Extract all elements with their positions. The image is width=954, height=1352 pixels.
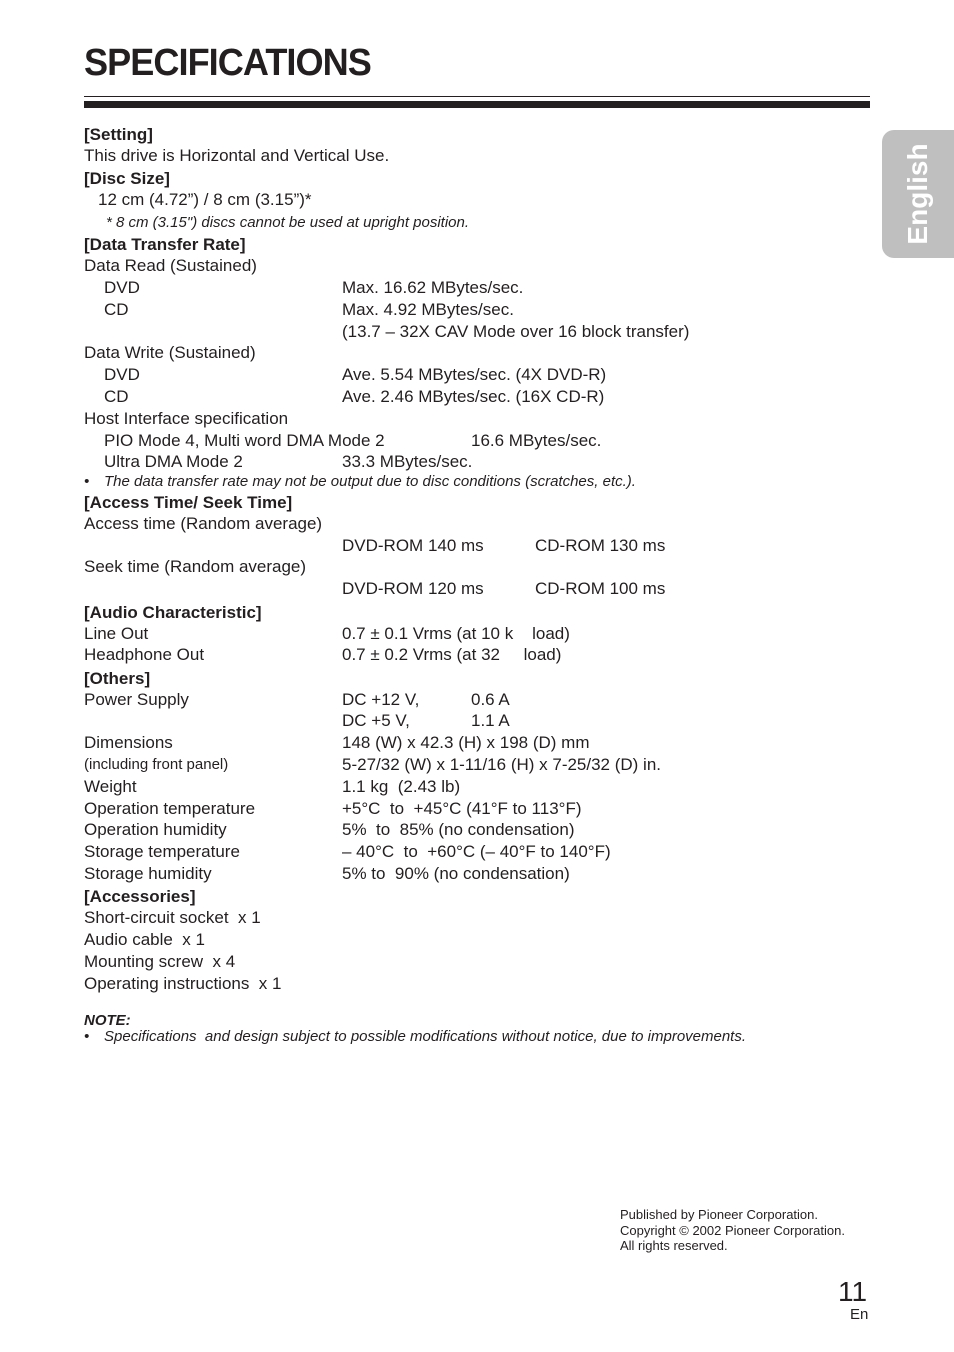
access-heading: [Access Time/ Seek Time] (84, 493, 293, 512)
pio-mode-label: PIO Mode 4, Multi word DMA Mode 2 (104, 431, 385, 450)
disc-size-footnote: * 8 cm (3.15") discs cannot be used at upright position. (106, 214, 470, 231)
power-supply-a2: 1.1 A (471, 711, 510, 730)
seek-time-cd: CD-ROM 100 ms (535, 579, 666, 598)
page-number: 11 (838, 1276, 868, 1307)
power-supply-label: Power Supply (84, 690, 189, 709)
seek-time-dvd: DVD-ROM 120 ms (342, 579, 484, 598)
seek-time-label: Seek time (Random average) (84, 557, 307, 576)
headphone-out-label: Headphone Out (84, 645, 205, 664)
dimensions-inch-value: 5-27/32 (W) x 1-11/16 (H) x 7-25/32 (D) in. (342, 755, 662, 774)
data-transfer-heading: [Data Transfer Rate] (84, 235, 246, 254)
operation-humidity-value: 5% to 85% (no condensation) (342, 820, 575, 839)
page-language: En (850, 1306, 869, 1323)
note-heading: NOTE: (84, 1012, 131, 1029)
storage-humidity-value: 5% to 90% (no condensation) (342, 864, 570, 883)
power-supply-v2: DC +5 V, (342, 711, 410, 730)
udma-mode-label: Ultra DMA Mode 2 (104, 452, 243, 471)
disc-size-heading: [Disc Size] (84, 169, 170, 188)
language-tab-label: English (902, 143, 933, 245)
language-tab (882, 130, 954, 258)
storage-temperature-label: Storage temperature (84, 842, 240, 861)
title-rule-thin (84, 96, 870, 97)
storage-temperature-value: – 40°C to +60°C (– 40°F to 140°F) (342, 842, 611, 861)
operation-humidity-label: Operation humidity (84, 820, 227, 839)
accessory-item: Audio cable x 1 (84, 930, 205, 949)
dimensions-sub-label: (including front panel) (84, 756, 229, 773)
accessory-item: Mounting screw x 4 (84, 952, 236, 971)
dimensions-value: 148 (W) x 42.3 (H) x 198 (D) mm (342, 733, 590, 752)
storage-humidity-label: Storage humidity (84, 864, 212, 883)
data-read-dvd-value: Max. 16.62 MBytes/sec. (342, 278, 524, 297)
weight-value: 1.1 kg (2.43 lb) (342, 777, 461, 796)
others-heading: [Others] (84, 669, 151, 688)
line-out-value: 0.7 ± 0.1 Vrms (at 10 k load) (342, 624, 570, 643)
data-write-dvd-value: Ave. 5.54 MBytes/sec. (4X DVD-R) (342, 365, 607, 384)
power-supply-v1: DC +12 V, (342, 690, 420, 709)
title-rule-thick (84, 101, 870, 108)
copyright-line: Copyright © 2002 Pioneer Corporation. (620, 1222, 845, 1238)
data-write-dvd-label: DVD (104, 365, 140, 384)
data-read-label: Data Read (Sustained) (84, 256, 257, 275)
dimensions-label: Dimensions (84, 733, 173, 752)
headphone-out-value: 0.7 ± 0.2 Vrms (at 32 load) (342, 645, 562, 664)
setting-heading: [Setting] (84, 125, 153, 144)
accessory-item: Short-circuit socket x 1 (84, 908, 261, 927)
publisher-block (620, 1207, 845, 1254)
setting-text: This drive is Horizontal and Vertical Use. (84, 146, 390, 165)
disc-size-value: 12 cm (4.72”) / 8 cm (3.15”)* (98, 190, 312, 209)
weight-label: Weight (84, 777, 137, 796)
data-read-dvd-label: DVD (104, 278, 140, 297)
data-transfer-note: The data transfer rate may not be output due to disc conditions (scratches, etc.). (104, 473, 636, 490)
operation-temperature-label: Operation temperature (84, 799, 256, 818)
data-write-cd-label: CD (104, 387, 129, 406)
pio-mode-value: 16.6 MBytes/sec. (471, 431, 602, 450)
publisher-line: Published by Pioneer Corporation. (620, 1207, 819, 1222)
line-out-label: Line Out (84, 624, 149, 643)
note-bullet: • (84, 1028, 90, 1045)
data-read-cd-label: CD (104, 300, 129, 319)
access-time-label: Access time (Random average) (84, 514, 323, 533)
data-read-cd-value: Max. 4.92 MBytes/sec. (342, 300, 514, 319)
host-interface-label: Host Interface specification (84, 409, 289, 428)
udma-mode-value: 33.3 MBytes/sec. (342, 452, 473, 471)
accessories-heading: [Accessories] (84, 887, 196, 906)
operation-temperature-value: +5°C to +45°C (41°F to 113°F) (342, 799, 582, 818)
access-time-dvd: DVD-ROM 140 ms (342, 536, 484, 555)
data-transfer-bullet: • (84, 473, 90, 490)
data-write-cd-value: Ave. 2.46 MBytes/sec. (16X CD-R) (342, 387, 605, 406)
power-supply-a1: 0.6 A (471, 690, 510, 709)
accessory-item: Operating instructions x 1 (84, 974, 282, 993)
data-read-cd-note: (13.7 – 32X CAV Mode over 16 block transfer) (342, 322, 690, 341)
access-time-cd: CD-ROM 130 ms (535, 536, 666, 555)
data-write-label: Data Write (Sustained) (84, 343, 256, 362)
note-text: Specifications and design subject to possible modifications without notice, due to improvements. (104, 1028, 747, 1045)
audio-heading: [Audio Characteristic] (84, 603, 262, 622)
rights-line: All rights reserved. (620, 1238, 728, 1254)
page-title: SPECIFICATIONS (84, 42, 371, 84)
